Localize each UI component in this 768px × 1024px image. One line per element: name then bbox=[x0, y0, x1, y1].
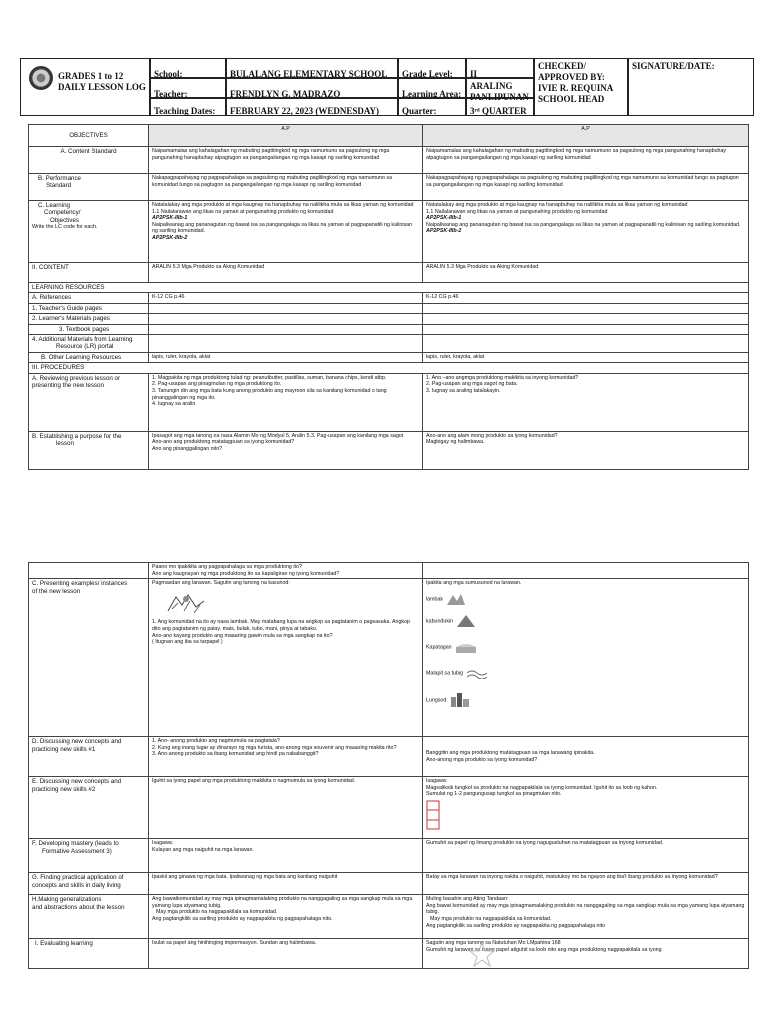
review-a: 1. Magpakita ng mga produktong tulad ng: peanutbutter, pastillas, suman, banana chips, kendi atbp. 2. Pag-usapan ang pinagmulan ng mga produktong ito. 3. Tanungin din ang mga bata kung anong produkto ang mayroon sila sa kanilang komunidad o tang pinanggalingan ng mga ito. 4. Iugnay sa aralin bbox=[149, 373, 423, 431]
practical-a: Ipaskil ang ginawa ng mga bata. Ipaliwanag ng mga bata ang kanilang naiguhit bbox=[149, 873, 423, 895]
evaluating-b: Sagutin ang mga tanong sa Natutuhan Mo LMpahina 168 Gumuhit ng larawan sa isang papel atiguhit sa loob nito ang mga produktong nagpapakilala sa iyong bbox=[423, 939, 749, 969]
farm-picture-icon bbox=[166, 589, 206, 615]
grade-value: II bbox=[470, 69, 478, 79]
resources-label: LEARNING RESOURCES bbox=[29, 283, 749, 293]
content-standard-label: A. Content Standard bbox=[29, 147, 149, 174]
lesson-table-part1 bbox=[28, 124, 749, 470]
tg-label: 1. Teacher's Guide pages bbox=[29, 303, 149, 313]
content-standard-b: Naipamamalas ang kahalagahan ng mabuting pagtitingkod ng mga namumuno sa pagsulong ng mga pangunahing hanapbuhay atpagtugon sa pangangailangan ng mga kasapi ng sariling komunidad bbox=[423, 147, 749, 174]
discussing2-a: Iguhit sa iyong papel ang mga produktong makikita o nagmumula sa iyong komunidad. bbox=[149, 777, 423, 839]
landform-kabundukin: kabundukin bbox=[426, 615, 745, 627]
discussing1-b: Banggitin ang mga produktong matatagpuan sa mga larawang ipinakita. Ano-anong mga produkto sa iyong komunidad? bbox=[423, 737, 749, 777]
am-label: 4. Additional Materials from Learning Resource (LR) portal bbox=[29, 335, 149, 353]
discussing1-label: D. Discussing new concepts and practicing new skills #1 bbox=[29, 737, 149, 777]
lesson-table-part2 bbox=[28, 562, 749, 969]
checked-label: CHECKED/ APPROVED BY: bbox=[538, 61, 605, 82]
grades-title: GRADES 1 to 12 bbox=[58, 71, 124, 81]
review-b: 1. Ano –ano angmga produktong makikita sa inyong komunidad? 2. Pag-usapan ang mga sagot ng bata. 3. Iugnay sa araling tatalakayin. bbox=[423, 373, 749, 431]
area-label: Learning Area: bbox=[402, 89, 462, 99]
presenting-label: C. Presenting examples/ instances of the new lesson bbox=[29, 579, 149, 737]
performance-a: Nakapagpapahayag ng pagpapahalaga sa pagsulong ng mabuting paglilingkod ng mga namumuno sa komunidad tungo sa pagtugon sa pangangailangan ng mga kasapi ng sariling komunidad bbox=[149, 174, 423, 201]
grade-label: Grade Level: bbox=[402, 69, 453, 79]
lesson-log-header bbox=[20, 58, 754, 116]
presenting-a: Pagmasdan ang larawan. Sagutin ang tanong na kasunod: 1. Ang komunidad na ito ay nasa lambak. May matabang lupa na angkop sa pagtatanim o pagsasaka. Angkop dito ang pagtatanim ng palay, mais, bulak, tubo, mani, pinya at tabako. Ano-ano kayang produkto ang maaaring gawin mula sa mga sangkap na ito? ( Itugnan ang iba sa tarpapel ) bbox=[149, 579, 423, 737]
landform-lambak: lambak bbox=[426, 593, 745, 605]
school-name: BULALANG ELEMENTARY SCHOOL bbox=[230, 69, 388, 79]
log-title: DAILY LESSON LOG bbox=[58, 82, 146, 92]
teacher-name: FRENDLYN G. MADRAZO bbox=[230, 89, 341, 99]
mountain-icon bbox=[457, 615, 475, 627]
tb-label: 3. Textbook pages bbox=[29, 324, 149, 334]
review-label: A. Reviewing previous lesson or presenting the new lesson bbox=[29, 373, 149, 431]
purpose-b: Ano-ano ang alam mong produkto sa iyong komunidad? Magbigay ng halimbawa. bbox=[423, 431, 749, 469]
dates-label: Teaching Dates: bbox=[154, 106, 216, 116]
signature-box bbox=[628, 58, 754, 116]
other-label: B. Other Learning Resources bbox=[29, 353, 149, 363]
presenting-b: Ipakita ang mga sumusunod na larawan. lambak kabundukin Kapatagan Malapit sa tubig Lungsod bbox=[423, 579, 749, 737]
performance-b: Nakapagpapahayag ng pagpapahalaga sa pagsulong ng mabuting paglilingkod ng mga namumuno sa komunidad tungo sa pagtugon sa pangangailangan ng mga kasapi ng sariling komunidad bbox=[423, 174, 749, 201]
plain-icon bbox=[456, 641, 476, 653]
purpose-label: B. Establishing a purpose for the lesson bbox=[29, 431, 149, 469]
col-head-ap-2: A.P bbox=[423, 125, 749, 147]
other-a: lapis, ruler, krayola, aklat bbox=[149, 353, 423, 363]
references-label: A. References bbox=[29, 293, 149, 303]
checked-role: SCHOOL HEAD bbox=[538, 94, 605, 104]
competency-b: Natatalakay ang mga produkto at mga kaugnay na hanapbuhay na nalilikha mula sa likas yaman ng komunidad 1.1 Nailalarawan ang likas na yaman at pangunahing produkto ng komunidad AP2PSK-IIIb-1 Naipaliwanag ang pananagutan ng bawat isa sa pangangalaga sa likas na yaman at pagpapanatili ng kalinisan ng sariling komunidad. AP2PSK-IIIb-2 bbox=[423, 201, 749, 263]
evaluating-a: Isulat sa papel ang hinihinging impormasyon. Sundan ang halimbawa. bbox=[149, 939, 423, 969]
valley-icon bbox=[447, 593, 465, 605]
generalizations-b: Muling basahin ang Ating Tandaan: Ang bawat komunidad ay may mga ipinagmamalaking produkto na nanggagaling sa mga sangkap mula sa mga yamang lupa atyamang tubig. May mga produkto na nagpapakilala sa komunidad. Ang pagtangkilik sa sariling produkto ay nagpapakita ng pagpapahalaga nito bbox=[423, 895, 749, 939]
quarter-value: 3ʳᵈ QUARTER bbox=[470, 106, 527, 116]
content-label: II. CONTENT bbox=[29, 263, 149, 283]
star-icon bbox=[469, 941, 495, 967]
checked-name: IVIE R. REQUINA bbox=[538, 83, 614, 93]
content-standard-a: Naipamamalas ang kahalagahan ng mabuting pagtitingkod ng mga namumuno sa pagsulong ng mga pangunahing hanapbuhay atpagtugon sa pangangailangan ng mga kasapi ng sariling komunidad bbox=[149, 147, 423, 174]
purpose-a: Ipasagot ang mga tanong na nasa Alamin Mo ng Modyul 5, Aralin 5.3. Pag-usapan ang kanilang mga sagot Ano-ano ang produktong matatagpuan sa iyong komunidad? Ano ang pinanggalingan nito? bbox=[149, 431, 423, 469]
competency-label: C. Learning Competency/ Objectives Write the LC code for each. bbox=[29, 201, 149, 263]
other-b: lapis, ruler, krayola, aklat bbox=[423, 353, 749, 363]
water-icon bbox=[467, 667, 487, 679]
checked-box bbox=[534, 58, 628, 116]
practical-b: Batay sa mga larawan na inyong nakita o naiguhit, matutukoy mo ba ngayon ang iba't ibang produkto sa inyong komunidad? bbox=[423, 873, 749, 895]
generalizations-label: H.Making generalizations and abstractions about the lesson bbox=[29, 895, 149, 939]
generalizations-a: Ang bawatkomunidad ay may mga ipinagmamalaking produkto na nanggagaling sa mga sangkap mula sa mga yamang lupa atyamang tubig. May mga produkto na nagpapakilala sa komunidad. Ang pagtangkilik sa sariling produkto ay nagpapakita ng pagpapahalaga nito. bbox=[149, 895, 423, 939]
references-b: K-12 CG p.46 bbox=[423, 293, 749, 303]
performance-label: B. Performance Standard bbox=[29, 174, 149, 201]
content-a: ARALIN 5.3 Mga Produkto sa Aking Komunidad bbox=[149, 263, 423, 283]
evaluating-label: I. Evaluating learning bbox=[29, 939, 149, 969]
mastery-a: Isagawa: Kulayan ang mga naiguhit na mga larawan. bbox=[149, 839, 423, 873]
deped-seal-icon bbox=[29, 66, 53, 90]
continued-a: Paano mo ipakikita ang pagpapahalaga sa mga produktong ito? Ano ang kaugnayan ng mga produktong ito sa kapaligiran ng iyong komunidad? bbox=[149, 563, 423, 579]
landform-lungsod: Lungsod bbox=[426, 693, 745, 707]
procedures-label: III. PROCEDURES bbox=[29, 363, 749, 373]
school-label: School: bbox=[154, 69, 183, 79]
mastery-label: F. Developing mastery (leads to Formative Assessment 3) bbox=[29, 839, 149, 873]
lm-label: 2. Learner's Materials pages bbox=[29, 314, 149, 324]
objectives-heading: OBJECTIVES bbox=[29, 125, 149, 147]
mastery-b: Gumuhit sa papel ng limang produkto na iyong nagugustuhan na matatagpuan sa inyong komunidad. bbox=[423, 839, 749, 873]
discussing2-label: E. Discussing new concepts and practicing new skills #2 bbox=[29, 777, 149, 839]
quarter-label: Quarter: bbox=[402, 106, 437, 116]
discussing2-b: Isagawa: Magsaliksik tungkol sa produkto na nagpapakilala sa iyong komunidad. Iguhit ito sa loob ng kahon. Sumulat ng 1-2 pangungusap tungkol sa pinagmulan nito. bbox=[423, 777, 749, 839]
product-box-icon bbox=[426, 800, 440, 830]
teacher-label: Teacher: bbox=[154, 89, 188, 99]
landform-tubig: Malapit sa tubig bbox=[426, 667, 745, 679]
discussing1-a: 1. Ano- anong produkto ang nagmumula sa pagtatala? 2. Kung ang inang lugar ay dinarayo ng mga turista, ano-anong mga souvenir ang maaaring makita rito? 3. Ano-anong produkto sa ibang komunidad ang hindi pa nababanggit? bbox=[149, 737, 423, 777]
landform-kapatagan: Kapatagan bbox=[426, 641, 745, 653]
content-b: ARALIN 5.3 Mga Produkto sa Aking Komunidad bbox=[423, 263, 749, 283]
area-value: ARALING PANLIPUNAN bbox=[470, 81, 529, 102]
logo-box bbox=[20, 58, 150, 116]
practical-label: G. Finding practical application of concepts and skills in daily living bbox=[29, 873, 149, 895]
dates-value: FEBRUARY 22, 2023 (WEDNESDAY) bbox=[230, 106, 380, 116]
signature-label: SIGNATURE/DATE: bbox=[632, 61, 715, 71]
col-head-ap-1: A.P bbox=[149, 125, 423, 147]
references-a: K-12 CG p.46 bbox=[149, 293, 423, 303]
competency-a: Natatalakay ang mga produkto at mga kaugnay na hanapbuhay na nalilikha mula sa likas yaman ng komunidad 1.1 Nailalarawan ang likas na yaman at pangunahing produkto ng komunidad AP2PSK-IIIb-1 Naipaliwanag ang pananagutan ng bawat isa sa pangangalaga sa likas na yaman at pagpapanatili ng kalinisan ng sariling komunidad. AP2PSK-IIIb-2 bbox=[149, 201, 423, 263]
city-icon bbox=[450, 693, 470, 707]
